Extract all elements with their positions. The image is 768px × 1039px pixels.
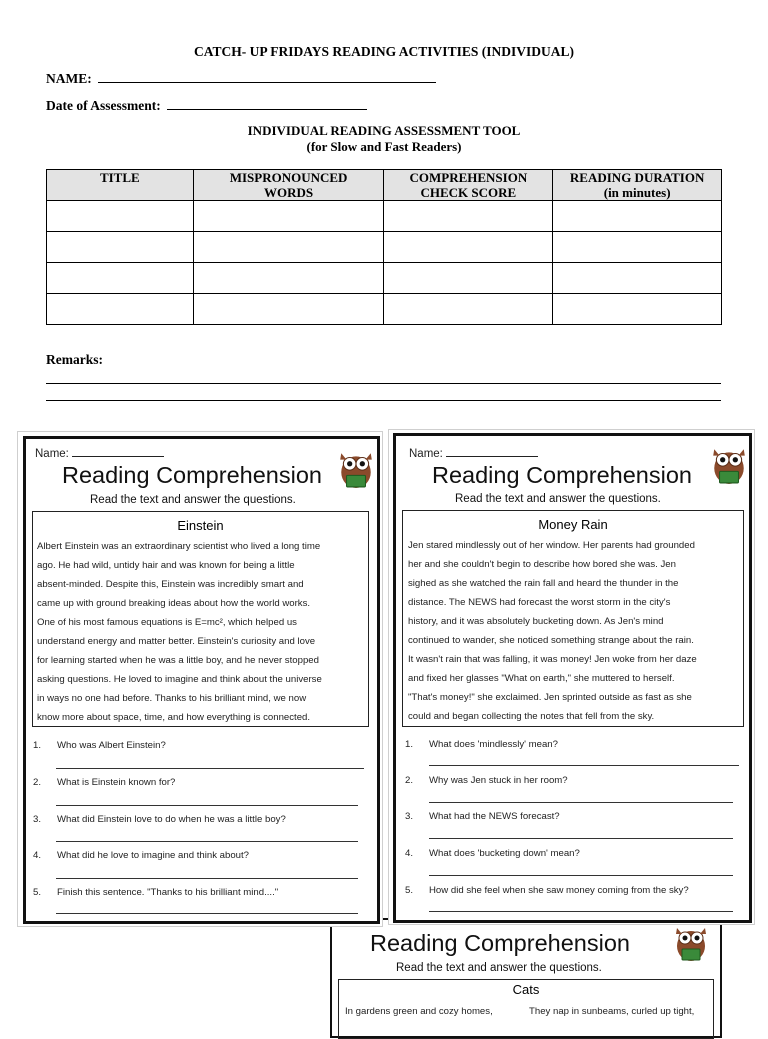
answer-line[interactable]	[56, 768, 364, 769]
question-item: 4. What does 'bucketing down' mean?	[405, 848, 580, 859]
answer-line[interactable]	[56, 841, 358, 842]
worksheet-money-rain	[388, 429, 755, 925]
passage-line: history, and it was absolutely bucketing down. As Jen's mind	[408, 616, 664, 627]
passage-heading: Money Rain	[538, 517, 608, 532]
passage-heading: Cats	[512, 982, 540, 997]
worksheet-einstein	[17, 431, 383, 927]
table-cell[interactable]	[193, 263, 384, 294]
name-field[interactable]	[409, 446, 538, 460]
table-row	[47, 263, 722, 294]
owl-icon	[336, 446, 376, 490]
passage-line: her and she couldn't begin to describe how bored she was. Jen	[408, 559, 676, 570]
table-header-row	[47, 170, 722, 201]
col-header-duration: READING DURATION (in minutes)	[553, 170, 722, 201]
question-item: 3. What did Einstein love to do when he was a little boy?	[33, 814, 286, 825]
question-item: 3. What had the NEWS forecast?	[405, 811, 560, 822]
name-line[interactable]	[98, 69, 436, 83]
tool-title: INDIVIDUAL READING ASSESSMENT TOOL	[247, 123, 521, 138]
passage-box	[402, 510, 744, 727]
passage-line: It wasn't rain that was falling, it was money! Jen woke from her daze	[408, 654, 697, 665]
passage-text	[408, 536, 742, 726]
table-cell[interactable]	[193, 294, 384, 325]
remarks-line[interactable]	[46, 383, 721, 384]
question-item: 4. What did he love to imagine and think about?	[33, 850, 250, 861]
passage-line: continued to wander, she noticed something strange about the rain.	[408, 635, 694, 646]
date-field[interactable]	[46, 96, 367, 114]
passage-text	[37, 537, 365, 727]
name-line[interactable]	[72, 446, 164, 457]
table-cell[interactable]	[193, 201, 384, 232]
answer-line[interactable]	[56, 805, 358, 806]
name-line[interactable]	[446, 446, 538, 457]
name-field[interactable]	[46, 69, 436, 87]
worksheet-instructions: Read the text and answer the questions.	[455, 493, 661, 505]
question-item: 2. Why was Jen stuck in her room?	[405, 775, 568, 786]
date-label: Date of Assessment:	[46, 98, 161, 113]
remarks-line[interactable]	[46, 400, 721, 401]
passage-line: ago. He had wild, untidy hair and was known for being a little	[37, 560, 295, 571]
name-label: Name:	[409, 448, 443, 460]
worksheet-instructions: Read the text and answer the questions.	[90, 494, 296, 506]
passage-line: "That's money!" she exclaimed. Jen sprinted outside as fast as she	[408, 692, 692, 703]
owl-icon	[672, 922, 710, 962]
passage-line: In gardens green and cozy homes,	[345, 1006, 493, 1017]
question-item: 1. Who was Albert Einstein?	[33, 740, 166, 751]
owl-icon	[709, 442, 749, 486]
col-header-title: TITLE	[47, 170, 194, 201]
remarks-label: Remarks:	[46, 352, 103, 367]
passage-line: sighed as she watched the rain fall and heard the thunder in the	[408, 578, 679, 589]
answer-line[interactable]	[56, 913, 358, 914]
table-cell[interactable]	[553, 263, 722, 294]
answer-line[interactable]	[429, 802, 733, 803]
table-cell[interactable]	[384, 201, 553, 232]
question-item: 2. What is Einstein known for?	[33, 777, 176, 788]
worksheet-cats	[322, 918, 722, 1028]
worksheet-title: Reading Comprehension	[432, 462, 692, 488]
passage-line: for learning started when he was a little boy, and he never stopped	[37, 655, 319, 666]
table-cell[interactable]	[47, 232, 194, 263]
passage-line: distance. The NEWS had forecast the worst storm in the city's	[408, 597, 671, 608]
worksheet-title: Reading Comprehension	[370, 930, 630, 956]
date-line[interactable]	[167, 96, 367, 110]
table-cell[interactable]	[553, 294, 722, 325]
passage-line: One of his most famous equations is E=mc², which helped us	[37, 617, 297, 628]
answer-line[interactable]	[56, 878, 358, 879]
tool-subtitle: (for Slow and Fast Readers)	[306, 139, 462, 154]
passage-line: Albert Einstein was an extraordinary scientist who lived a long time	[37, 541, 321, 552]
table-row	[47, 294, 722, 325]
worksheet-title: Reading Comprehension	[62, 462, 322, 488]
passage-line: understand energy and matter better. Einstein's curiosity and love	[37, 636, 316, 647]
answer-line[interactable]	[429, 911, 733, 912]
passage-line: and fixed her glasses "What on earth," she muttered to herself.	[408, 673, 675, 684]
name-field[interactable]	[35, 446, 164, 460]
assessment-table	[46, 169, 722, 325]
question-item: 1. What does 'mindlessly' mean?	[405, 739, 558, 750]
col-header-comprehension: COMPREHENSION CHECK SCORE	[384, 170, 553, 201]
passage-line: asking questions. He loved to imagine and think about the universe	[37, 674, 322, 685]
table-row	[47, 232, 722, 263]
passage-line: Jen stared mindlessly out of her window. Her parents had grounded	[408, 540, 695, 551]
table-cell[interactable]	[553, 232, 722, 263]
table-cell[interactable]	[384, 294, 553, 325]
passage-line: came up with ground breaking ideas about how the world works.	[37, 598, 311, 609]
question-item: 5. Finish this sentence. "Thanks to his brilliant mind...."	[33, 887, 279, 898]
answer-line[interactable]	[429, 838, 733, 839]
name-label: NAME:	[46, 71, 92, 86]
col-header-mispronounced: MISPRONOUNCED WORDS	[193, 170, 384, 201]
passage-box	[338, 979, 714, 1039]
table-cell[interactable]	[47, 201, 194, 232]
page-title: CATCH- UP FRIDAYS READING ACTIVITIES (INDIVIDUAL)	[194, 44, 574, 59]
table-cell[interactable]	[193, 232, 384, 263]
table-cell[interactable]	[47, 263, 194, 294]
name-label: Name:	[35, 448, 69, 460]
passage-line: know more about space, time, and how everything is connected.	[37, 712, 311, 723]
passage-line: absent-minded. Despite this, Einstein was incredibly smart and	[37, 579, 304, 590]
passage-line: in ways no one had before. Thanks to his brilliant mind, we now	[37, 693, 307, 704]
passage-line: They nap in sunbeams, curled up tight,	[529, 1006, 695, 1017]
question-item: 5. How did she feel when she saw money coming from the sky?	[405, 885, 689, 896]
answer-line[interactable]	[429, 875, 733, 876]
table-cell[interactable]	[47, 294, 194, 325]
answer-line[interactable]	[429, 765, 739, 766]
worksheet-instructions: Read the text and answer the questions.	[396, 962, 602, 974]
table-row	[47, 201, 722, 232]
table-cell[interactable]	[384, 232, 553, 263]
passage-line: could and began collecting the notes that fell from the sky.	[408, 711, 655, 722]
passage-heading: Einstein	[177, 518, 224, 533]
passage-box	[32, 511, 369, 727]
table-cell[interactable]	[553, 201, 722, 232]
table-cell[interactable]	[384, 263, 553, 294]
